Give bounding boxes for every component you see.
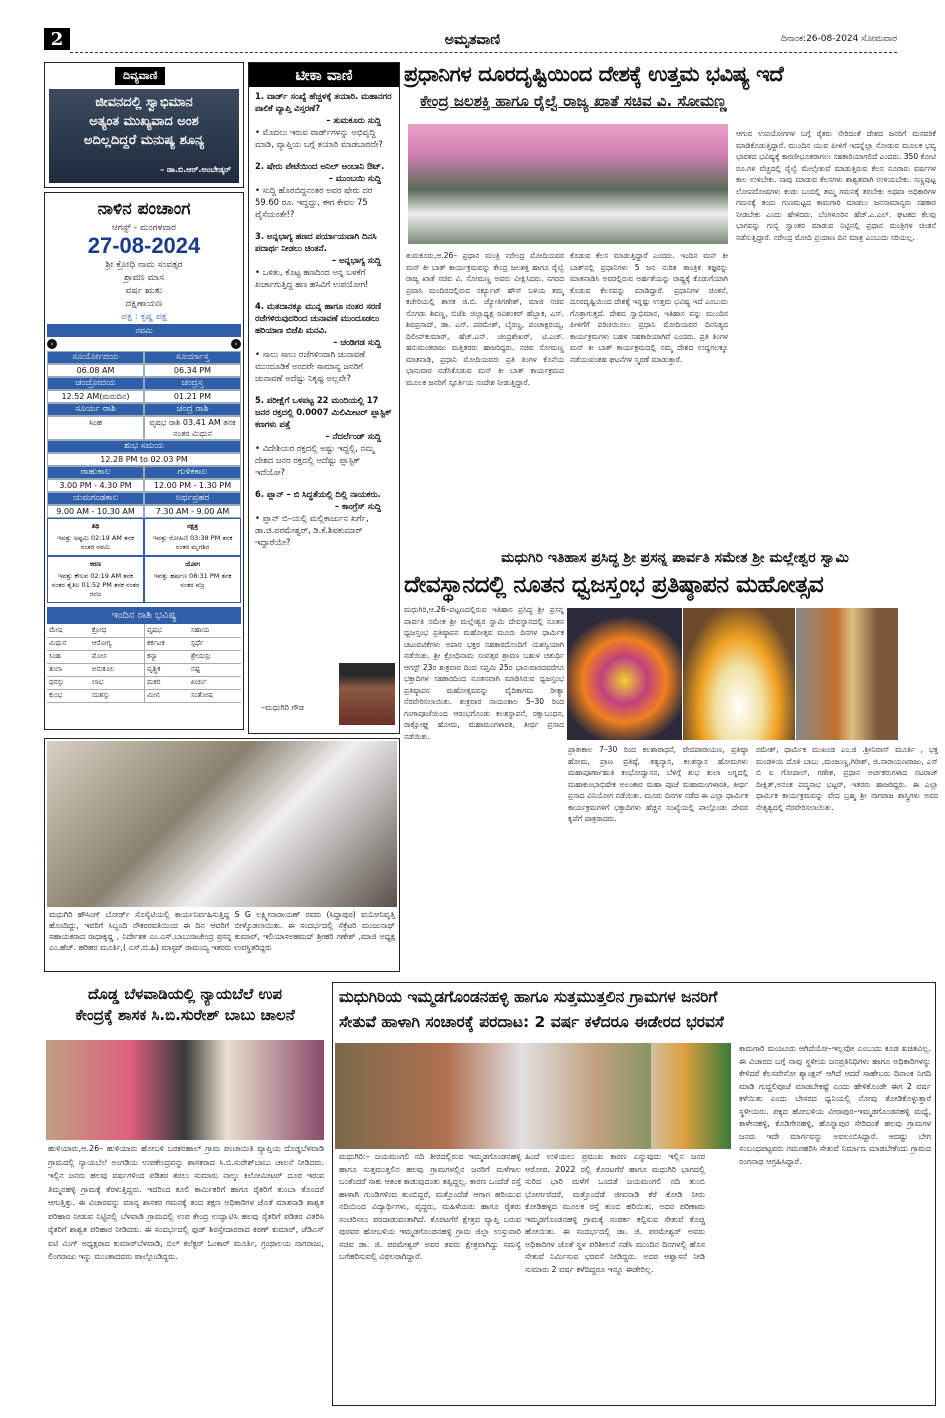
rashi-sign: ಸಿಂಹ — [47, 650, 90, 663]
story3-headline — [44, 984, 326, 1026]
story3-headline-line: ದೊಡ್ಡ ಬೆಳವಾಡಿಯಲ್ಲಿ ನ್ಯಾಯಬೆಲೆ ಉಪ — [88, 985, 282, 1003]
tika-item — [255, 160, 393, 220]
temple-photo-linga — [683, 608, 795, 740]
time-label: ಚಂದ್ರ ರಾಶಿ — [144, 403, 241, 416]
story2-col1: ಮಧುಗಿರಿ,ಆ.26–ಪಟ್ಟಣದಲ್ಲಿರುವ ಇತಿಹಾಸ ಪ್ರಸಿದ್ಧ ಶ್ರೀ ಪ್ರಸನ್ನ ಪಾರ್ವತಿ ಸಮೇತ ಶ್ರೀ ಮಲ್ಲೇಶ್ವರ ಸ್ವಾಮಿ ದೇವಸ್ಥಾನದಲ್ಲಿ ನೂತನ ಧ್ವಜಸ್ತಂಭ ಪ್ರತಿಷ್ಠಾಪನ ಮಹೋತ್ಸವ ಮೂರು ದಿನಗಳ ಧಾರ್ಮಿಕ ಚಟುವಟಿಕೆಗಳು ಅಪಾರ ಭಕ್ತರ ಸಹಕಾರದೊಂದಿಗೆ ಯಶಸ್ವಿಯಾಗಿ ನಡೆಯಿತು. ಶ್ರೀ ಕ್ರೋಧಿನಾಮ ಸಂವತ್ಸರ ಶ್ರಾವಣ ಬಹುಳ ಚತುರ್ಥಿ ಆಗಸ್ಟ್ 23ರ ಶುಕ್ರವಾರ ದಿಂದ ಸಪ್ತಮಿ 25ರ ಭಾನುವಾರದವರೆಗೂ ಭಕ್ತಾದಿಗಳ ಸಹಕಾರದಿಂದ ನೂತನವಾಗಿ ಮಾಡಿಸಿರುವ ಧ್ವಜಸ್ತಂಭ ಪ್ರತಿಷ್ಠಾಪನ ಮಹೋತ್ಸವವನ್ನು ವೈದಿಕಾಗಮ ರೀತ್ಯಾ ನೆರವೇರಿಸಲಾಯಿತು. ಶುಕ್ರವಾರ ಸಾಯಂಕಾಲ 5–30 ರಿಂದ ಗಂಗಾಪೂಜೆಯಿಂದ ಆರಂಭಗೊಂಡು ಕಲಶಸ್ಥಾಪನೆ, ರಕ್ಷಾಬಂಧನ, ರಾಕ್ಷೋಘ್ನ ಹೋಮ, ಮಹಾಮಂಗಳಾರತಿ, ತೀರ್ಥ ಪ್ರಸಾದ ನಡೆಯಿತು. — [404, 605, 564, 741]
tika-author: –ಮಧುಗಿರಿ ಗೌಡ — [261, 703, 304, 712]
tika-source: – ಮುಂಬಯಿ ಸುದ್ದಿ — [328, 173, 381, 183]
tika-source: – ಚಂಡಿಗಡ ಸುದ್ದಿ — [333, 337, 381, 347]
tika-source: – ಕಾಂಗ್ರೆಸ್ ಸುದ್ದಿ — [334, 501, 381, 511]
rashi-prediction: ಕ್ರೋಧ — [90, 624, 145, 637]
detail-value: ಇವತ್ತು ಕೌಲವ 02:19 AM ತನಕ ನಂತರ ತೈತಿಲ 01:52 PM ತನಕ ನಂತರ ಗರಜ — [51, 572, 140, 598]
time-label: ಯಮಗಂಡಕಾಲ — [47, 492, 144, 505]
rashi-prediction: ಯಶಸ್ಸು — [90, 689, 145, 702]
time-value-row — [47, 479, 241, 492]
story1-col3: ಆಗುವ ಉಪಯೋಗಗಳ ಬಗ್ಗೆ ರೈತರು ಸೇರಿದಂತೆ ದೇಶದ ಜನರಿಗೆ ಮನವರಿಕೆ ಮಾಡಿಕೊಡುತ್ತಿದ್ದಾರೆ. ಮುಂದಿನ ಯುವ ಪೀಳಿಗೆ ಇದನ್ನೆಲ್ಲಾ ನೋಡುವ ಮೂಲಕ ಭವ್ಯ ಭಾರತದ ಭವಿಷ್ಯಕ್ಕೆ ಕಾರಣೀಭೂತರಾಗಲು ಸಹಕಾರಿಯಾಗಲಿದೆ ಎಂದರು. 350 ಕೋಟಿ ರೂ.ಗಳ ವೆಚ್ಚದಲ್ಲಿ ರೈಲ್ವೆ ಮೇಲ್ಸೇತುವೆ ಮಾಡುತ್ತಿರುವ ಕೆಲಸ ನೂರಾರು ವರ್ಷಗಳ ಕಾಲ ಉಳಿಬೇಕು. ನಾವು ಮಾಡುವ ಕೆಲಸಗಳು ಶಾಶ್ವತವಾಗಿ ಉಳಿಯಬೇಕು. ಸಣ್ಣಪುಟ್ಟ ಲೋಪದೋಷಗಳು ಕಂಡು ಬಂದಲ್ಲಿ ತಮ್ಮ ಗಮನಕ್ಕೆ ತರಬೇಕು ಅಥವಾ ಅಧಿಕಾರಿಗಳ ಗಮನಕ್ಕೆ ತಂದು ಗುಣಮಟ್ಟದ ಕಾಮಗಾರಿ ಮಾಡಲು ಜನಸಾಮಾನ್ಯರು ಸಹಕಾರ ನೀಡಬೇಕು ಎಂದು ಹೇಳಿದರು. ಬೆಂಗಳೂರಿನ ಹೆಚ್.ಎ.ಎಲ್. ಘಟಕದ ಕೆಲವು ಭಾಗವನ್ನು ಗುಬ್ಬಿ ಸ್ವಾಂತರ ಮಾಡುವ ನಿಟ್ಟಿನಲ್ಲಿ ಪ್ರಧಾನ ಮಂತ್ರಿಗಳ ಚಿಂತನೆ ನಡೆಸುತ್ತಿದ್ದಾರೆ. ನರೇಂದ್ರ ಮೋದಿ ಪ್ರಯಾಣ ದಿನ ಮಾತ್ರ ಎಂಬುದು ಸರಿಯಲ್ಲ. — [736, 129, 936, 242]
rashi-prediction: ಸ್ಪರ್ಧೆ — [189, 637, 241, 650]
time-label: ಅರ್ಧಪ್ರಹರ — [144, 492, 241, 505]
rashi-sign: ಕುಂಭ — [47, 689, 90, 702]
story4-headline-line: ಮಧುಗಿರಿಯ ಇಮ್ಮಡಗೊಂಡನಹಳ್ಳಿ ಹಾಗೂ ಸುತ್ತಮುತ್ತಲಿನ ಗ್ರಾಮಗಳ ಜನರಿಗೆ — [339, 988, 718, 1006]
story4-headline — [339, 985, 931, 1035]
shubha-value: 12.28 PM to 02.03 PM — [47, 453, 241, 466]
tika-item — [255, 90, 393, 150]
detail-cell — [47, 556, 144, 603]
story4-col1: ಮಧುಗಿರಿ:– ಜಯಮಂಗಲಿ ನದಿ ತೀರದಲ್ಲಿರುವ ಇಮ್ಮಡಗೊಂಡನಹಳ್ಳಿ ಹಾಗೂ ಸುತ್ತಮುತ್ತಲಿನ ಹಲವು ಗ್ರಾಮಗಳಲ್ಲಿನ ಜನರಿಗೆ ಮಳೆಗಾಲ ಬಂತೆಂದರೆ ಸಾಕು ಆತಂಕ ಕಾಡುವುದಂತು ತಪ್ಪಿದ್ದಲ್ಲ. ಕಾರಣ ಒಂದೆಡೆ ರಸ್ತೆ ಹಾಳಾಗಿ ಗುಂಡಿಗಳಿಂದ ತುಂಬಿದ್ದರೆ, ಮತ್ತೊಂದೆಡೆ ಆಗಾಗ ಹರಿಯುವ ನದಿಯಿಂದ ವಿದ್ಯಾರ್ಥಿಗಳು, ವೃದ್ಧರು, ಮಹಿಳೆಯರು ಹಾಗೂ ರೈತರು ಸಂಚರಿಸಲು ಪರದಾಡುವಂತಾಗಿದೆ. ಕೊರಟಗೆರೆ ಕ್ಷೇತ್ರದ ವ್ಯಾಪ್ತಿ ಬರುವ ಪುರವರ ಹೋಬಳಿಯ ಇಮ್ಮಡಗೊಂಡನಹಳ್ಳಿ ಗ್ರಾಮ ಜಿಲ್ಲಾ ಉಸ್ತುವಾರಿ ಸಚಿವ ಡಾ. ಜಿ. ಪರಮೇಶ್ವರ್ ಅವರ ತವರು ಕ್ಷೇತ್ರವಾಗಿದ್ದು ಸಮಸ್ಯೆ ಬಗೆಹರಿಸುವಲ್ಲಿ ವಿಫಲರಾಗಿದ್ದಾರೆ. — [339, 1152, 521, 1261]
detail-cell — [47, 518, 144, 556]
tithi-bar: ನವಮಿ — [47, 324, 241, 337]
detail-label: ಕರಣ — [90, 560, 101, 568]
time-value: ವೃಷಭ ರಾಶಿ 03.41 AM ತನಕ ನಂತರ ಮಿಥುನ — [144, 416, 241, 440]
tika-comment: • ಒಳಿತು, ಕೊಟ್ಟ ಹಣದಿಂದ ಅನ್ನ ಬಳಕೆಗೆ ಖರ್ಚಾಗುತ್ತಿದ್ದ ಹಣ ಹಸಿವಿಗೆ ಉಪಯೋಗ! — [255, 267, 369, 289]
temple-photo-dhwajasthambha — [796, 608, 898, 740]
rashi-sign: ಮೀನ — [145, 689, 189, 702]
panchanga-line: ಪಕ್ಷ : ಕೃಷ್ಣ ಪಕ್ಷ — [121, 312, 167, 322]
page-number: 2 — [50, 28, 64, 50]
tika-item — [255, 230, 393, 290]
detail-label: ತಿಥಿ — [91, 522, 100, 530]
panchanga-box — [44, 192, 244, 730]
time-label: ರಾಹುಕಾಲ — [47, 466, 144, 479]
time-value: 01.21 PM — [144, 390, 241, 403]
story2-col2: ಪ್ರಾತಃಕಾಲ 7–30 ರಿಂದ ಕಲಶಾರಾಧನೆ, ವೇದಪಾರಾಯಣ, ಪ್ರತಿಷ್ಠಾ ಹೋಮ, ಪ್ರಾಣ ಪ್ರತಿಷ್ಠೆ, ತತ್ವನ್ಯಾಸ, ಕಲಶನ್ಯಾಸ ಹೋಮಗಳು ಮಹಾಪೂರ್ಣಾಹುತಿ ಕಂಭೋದ್ವಾಸನ, ಬೆಳಿಗ್ಗೆ ಶುಭ ತುಲಾ ಲಗ್ನದಲ್ಲಿ ಮಹಾಕುಂಭಾಭಿಷೇಕ ಅಲಂಕಾರ ಮಹಾ ಪೂಜೆ ಮಹಾಮಂಗಳಾರತಿ, ತೀರ್ಥ ಪ್ರಸಾದ ವಿನಿಯೋಗ ನಡೆಯಿತು. ಮೂರು ದಿನಗಳ ನಡೆದ ಈ ಎಲ್ಲಾ ಧಾರ್ಮಿಕ ಕಾರ್ಯಕ್ರಮಗಳಿಗೆ ಭಕ್ತಾದಿಗಳು ಹೆಚ್ಚಿನ ಸಂಖ್ಯೆಯಲ್ಲಿ ಪಾಲ್ಗೊಂಡು ದೇವರ ಕೃಪೆಗೆ ಪಾತ್ರರಾದರು. — [568, 745, 748, 823]
story2-col3: ರಮೇಶ್, ಧಾರ್ಮಿಕ ಮುಖಂಡ ಎಂ.ಜಿ .ಶ್ರೀನಿವಾಸ್ ಮೂರ್ತಿ , ಭಕ್ತ ಮಂಡಳಿಯ ದೊಳಿ ಬಾಬು ,ಮಂಜುಣ್ಣ,ಗಿರೀಶ್, ಜಿ.ನಾರಾಯಣರಾಜು, ಎಸ್ ಬಿ ಐ ಗೋಪಾಲ್, ಗಣೇಶ, ಪ್ರಧಾನ ಅರ್ಚಕರುಗಳಾದ ನಟರಾಜ್ ದೀಕ್ಷಿತ್,ಅನಂತ ಪದ್ಮನಾಭ ಭಟ್ಟರ್, ಇತರರು ಹಾಜರಿದ್ದರು. ಈ ಎಲ್ಲಾ ಧಾರ್ಮಿಕ ಕಾರ್ಯಕ್ರಮವನ್ನು ವೇದ ಬ್ರಹ್ಮ ಶ್ರೀ ನಾಗರಾಜ ಶಾಸ್ತ್ರಿಗಳು ಅವರ ನೇತೃತ್ವದಲ್ಲಿ ನೆರವೇರಿಸಲಾಯಿತು. — [756, 745, 938, 812]
header-divider — [70, 52, 897, 53]
story1-subhead: ಕೇಂದ್ರ ಜಲಶಕ್ತಿ ಹಾಗೂ ರೈಲ್ವೆ ರಾಜ್ಯ ಖಾತೆ ಸಚಿವ ವಿ. ಸೋಮಣ್ಣ — [420, 92, 727, 110]
rashi-prediction: ಶ್ರೇಯಸ್ಸು — [189, 650, 241, 663]
date-line: ದಿನಾಂಕ:26-08-2024 ಸೋಮವಾರ — [781, 34, 897, 44]
time-value: 9.00 AM - 10.30 AM — [47, 505, 144, 518]
story4-box — [332, 982, 936, 1406]
tika-question: 6. ಪ್ಲಾನ್ – ಬಿ ಸಿದ್ಧತೆಯಲ್ಲಿ ದಿಲ್ಲಿ ನಾಯಕರು. — [255, 489, 381, 499]
next-arrow-icon[interactable]: › — [231, 339, 241, 349]
rashi-row — [47, 637, 241, 650]
detail-label: ನಕ್ಷತ್ರ — [187, 522, 198, 530]
time-label: ಗುಳಿಕಕಾಲ — [144, 466, 241, 479]
retirement-story-box — [44, 738, 400, 972]
time-label: ಚಂದ್ರೋದಯ — [47, 377, 144, 390]
rashi-prediction: ನಷ್ಟ — [189, 663, 241, 676]
time-label: ಸೂರ್ಯೋದಯ — [47, 351, 144, 364]
panchanga-line: ವರ್ಷ ಋತು — [125, 286, 163, 296]
detail-cell — [144, 556, 241, 603]
time-value: 3.00 PM - 4.30 PM — [47, 479, 144, 492]
tika-comment: • ವಿದೇಶಿಯರ ರಕ್ತದಲ್ಲಿ ಅಷ್ಟು ಇದ್ದಲ್ಲಿ, ನಮ್ಮ ದೇಶದ ಜನರ ರಕ್ತದಲ್ಲಿ ಅದೆಷ್ಟು ಪ್ಲಾಸ್ಟಿಕ್ ಇದೆಯೋ? — [255, 443, 375, 477]
story4-headline-line: ಸೇತುವೆ ಹಾಳಾಗಿ ಸಂಚಾರಕ್ಕೆ ಪರದಾಟ: 2 ವರ್ಷ ಕಳೆದರೂ ಈಡೇರದ ಭರವಸೆ — [339, 1013, 724, 1031]
tika-question: 5. ಪರೀಕ್ಷೆಗೆ ಒಳಪಟ್ಟ 22 ಮಂದಿಯಲ್ಲಿ 17 ಜನರ ರಕ್ತದಲ್ಲಿ 0.0007 ಮಿಲಿಮೀಟರ್ ಪ್ಲಾಸ್ಟಿಕ್ ಕಣಗಳು ಪತ್ತೆ — [255, 395, 392, 429]
retirement-caption: ಮಧುಗಿರಿ ಹೌಸಿಂಗ್ ಬೋರ್ಡ್ ಸೊಸೈಟಿಯಲ್ಲಿ ಕಾರ್ಯನಿರ್ವಹಿಸುತ್ತಿದ್ದ S G ಲಕ್ಷ್ಮೀನಾರಾಯಣ್ ರವರು (ಸಿದ್ದಾಪುರ) ವಯೋನಿವೃತ್ತಿ ಹೊಂದಿದ್ದು, ಇವರಿಗೆ ಸಿಬ್ಬಂದಿ ನೌಕರರವತಿಯಿಂದ ಈ ದಿನ ಆವರಿಗೆ ಬೀಳ್ಕೊಡಲಾಯಿತು. ಈ ಸಂದರ್ಭದಲ್ಲಿ ಸೆಕ್ರೆಟರಿ ಮಂಜುನಾಥ್ ಸಹಾಯಕರಾದ ರಾಧಾಕೃಷ್ಣ , ನಿರ್ದೇಶಕ ಎಂ.ಎಸ್.ಬಾಬುರಾಜೇಂದ್ರ ಪ್ರಸನ್ನ ಕುಮಾರ್, ಇಲಿಯಾಸಅಹಮದ್ ಶ್ರೀಹರಿ ಗಣೇಶ್ ,ಮಾಜಿ ಅಧ್ಯಕ್ಷ ಎಂ.ಹೆಚ್. ಹರಿಹರ ಮೂರ್ತಿ,( ಎಸ್.ಬಿ.ಹಿ) ಮಾಸ್ಟರ್ ರಾಮಯ್ಯ ಇತರರು ಉಪಸ್ಥಿತರಿದ್ದರು — [49, 910, 395, 952]
rashi-sign: ಮೇಷ — [47, 624, 90, 637]
divyavani-quote — [49, 89, 239, 183]
rashi-prediction: ಆರೋಗ್ಯ — [90, 637, 145, 650]
rashi-sign: ವೃಶ್ಚಿಕ — [145, 663, 189, 676]
story1-photo — [408, 124, 728, 244]
story3-photo — [46, 1040, 324, 1140]
tika-question: 4. ಮತದಾನಕ್ಕೂ ಮುನ್ನ ಹಾಗೂ ನಂತರ ಸರಣಿ ರಜೆಗಳಿರುವುದರಿಂದ ಚುನಾವಣೆ ಮುಂದೂಡಲು ಹರಿಯಾಣ ಬಿಜೆಪಿ ಮನವಿ. — [255, 301, 382, 335]
tika-comment: • ಮೊದಲು ಇರುವ ವಾರ್ಡ್‌ಗಳನ್ನು ಅಭಿವೃದ್ಧಿ ಮಾಡಿ, ವ್ಯಾಪ್ತಿಯ ಬಗ್ಗೆ ತಯಾರಿ ಮಾಡಬಾರದೇ? — [255, 127, 383, 149]
story1-headline: ಪ್ರಧಾನಿಗಳ ದೂರದೃಷ್ಟಿಯಿಂದ ದೇಶಕ್ಕೆ ಉತ್ತಮ ಭವಿಷ್ಯ ಇದೆ — [404, 62, 784, 86]
time-value: 06.08 AM — [47, 364, 144, 377]
time-value: 7.30 AM - 9.00 AM — [144, 505, 241, 518]
tika-source: – ನೆದರ್ಲೆಂಡ್ ಸುದ್ದಿ — [325, 431, 381, 441]
time-label: ಚಂದ್ರಸ್ತ — [144, 377, 241, 390]
retirement-photo — [47, 741, 397, 907]
tika-vani-items — [249, 87, 399, 561]
quote-line: ಅದಿಲ್ಲದಿದ್ದರೆ ಮನುಷ್ಯ ಶೂನ್ಯ — [83, 133, 205, 148]
tika-comment: • ಸುದ್ದಿ ಹೊರಬಿದ್ದನಂತರ ಅವರ ಷೇರು ದರ 59.60 ರೂ. ಇದ್ದದ್ದು, ಈಗ ಕೇವಲ 75 ಪೈಸೆಯಂತೇ!? — [255, 185, 373, 219]
time-value-row — [47, 505, 241, 518]
time-value: 12.00 PM - 1.30 PM — [144, 479, 241, 492]
tika-question: 3. ಅನ್ನಭಾಗ್ಯ ಹಣದ ಪರ್ಯಾಯವಾಗಿ ದಿನಸಿ ಪದಾರ್ಥ ನೀಡಲು ಚಿಂತನೆ. — [255, 231, 377, 253]
rashi-sign: ಕನ್ಯಾ — [145, 650, 189, 663]
rashi-sign: ಧನಸ್ಸು — [47, 676, 90, 689]
panchanga-title: ನಾಳಿನ ಪಂಚಾಂಗ — [97, 199, 191, 219]
tika-item — [255, 394, 393, 478]
time-value: 12.52 AM(ಮರುದಿನ) — [47, 390, 144, 403]
rashi-prediction: ಮೋಸ — [90, 650, 145, 663]
detail-value: ಇವತ್ತು ರೋಹಿಣಿ 03:38 PM ತನಕ ನಂತರ ಮೃಗಶಿರ — [152, 534, 233, 551]
rashi-row — [47, 689, 241, 702]
quote-author: – ಡಾ.ಬಿ.ಆರ್.ಅಂಬೇಡ್ಕರ್ — [160, 165, 231, 174]
divyavani-box — [44, 62, 244, 188]
detail-value: ಇವತ್ತು ಹರ್ಷಣ 08:31 PM ತನಕ ನಂತರ ವಜ್ರ — [153, 572, 232, 589]
author-photo — [339, 663, 395, 725]
tika-comment: • ಪ್ಲಾನ್ ಬಿ–ಯಲ್ಲಿ ಮಲ್ಲಿಕಾರ್ಜುನ ಖರ್ಗೆ, ಡಾ.ಜಿ.ಪರಮೇಶ್ವರ್, ಡಿ.ಕೆ.ಶಿವಕುಮಾರ್ ಇದ್ದಾರೆಯೇ? — [255, 513, 369, 547]
tika-item — [255, 488, 393, 548]
rashi-sign: ವೃಷಭ — [145, 624, 189, 637]
time-header-row — [47, 492, 241, 505]
detail-label: ಯೋಗ — [185, 560, 200, 568]
time-header-row — [47, 403, 241, 416]
panchanga-line: ದಕ್ಷಿಣಾಯಣ — [125, 299, 163, 309]
time-value: 06.34 PM — [144, 364, 241, 377]
panchanga-line: ಶ್ರೀ ಕ್ರೋಧಿ ನಾಮ ಸಂವತ್ಸರ — [105, 260, 183, 270]
tika-question: 1. ವಾರ್ಡ್ ಸಂಖ್ಯೆ ಹೆಚ್ಚಳಕ್ಕೆ ತಯಾರಿ. ಮಹಾನಗರ ಪಾಲಿಕೆ ವ್ಯಾಪ್ತಿ ವಿಸ್ತರಣೆ? — [255, 91, 392, 113]
tika-vani-box — [248, 62, 400, 734]
story2-headline: ದೇವಸ್ಥಾನದಲ್ಲಿ ನೂತನ ಧ್ವಜಸ್ತಂಭ ಪ್ರತಿಷ್ಠಾಪನ ಮಹೋತ್ಸವ — [404, 572, 824, 598]
carousel-nav — [47, 337, 241, 351]
panchanga-line: ಶ್ರಾವಣ ಮಾಸ — [123, 273, 165, 283]
villagers-photo — [651, 1043, 731, 1149]
rashi-sign: ಮಿಥುನ — [47, 637, 90, 650]
panchanga-details — [47, 518, 241, 603]
rashi-prediction: ಖರ್ಚು — [189, 676, 241, 689]
rashi-row — [47, 663, 241, 676]
panchanga-date: 27-08-2024 — [87, 233, 201, 258]
rashi-row — [47, 624, 241, 637]
quote-line: ಅತ್ಯಂತ ಮುಖ್ಯವಾದ ಅಂಶ — [89, 114, 199, 129]
rashi-table — [47, 624, 241, 703]
rashi-prediction: ಸಂತೋಷ — [189, 689, 241, 702]
time-header-row — [47, 377, 241, 390]
story1-col1: ತುಮಕೂರು,ಆ.26– ಪ್ರಧಾನ ಮಂತ್ರಿ ನರೇಂದ್ರ ಮೋದಿಯವರ ಮನ್ ಕೀ ಬಾತ್ ಕಾರ್ಯಕ್ರಮವನ್ನು ಕೇಂದ್ರ ಜಲಶಕ್ತಿ ಹಾಗೂ ರೈಲ್ವೆ ರಾಜ್ಯ ಖಾತೆ ಸಚಿವ ವಿ. ಸೋಮಣ್ಣ ಅವರು ವೀಕ್ಷಿಸಿದರು. ನಗರದ ಪ್ರವಾಸಿ ಮಂದಿರದಲ್ಲಿರುವ ಸರ್ಕ್ಯೂಟ್ ಹೌಸ್ ಬಳಿಯ ತಮ್ಮ ಕಚೇರಿಯಲ್ಲಿ ಶಾಸಕ ಜಿ.ಬಿ. ಜ್ಯೋತಿಗಣೇಶ್, ಮಾಜಿ ಸಚಿವ ಸೊಗಡು ಶಿವಣ್ಣ, ಬಿಜೆಪಿ ಜಿಲ್ಲಾಧ್ಯಕ್ಷ ರವಿಶಂಕರ್ ಹೆಬ್ಬಾಕ, ಎಸ್. ಶಿವಪ್ರಸಾದ್, ಡಾ. ಎಸ್. ಪರಮೇಶ್, ಬೈರಣ್ಣ, ಪಂಚಾಕ್ಷರಯ್ಯ, ದಿಲೀಪ್‌ಕುಮಾರ್, ಹೆಚ್.ಎನ್. ಚಂದ್ರಶೇಖರ್, ಟಿ.ಎಚ್. ಹನುಮಂತರಾಜು ಮತ್ತಿತರರು ಹಾಜರಿದ್ದರು. ಸಚಿವ ಸೋಮಣ್ಣ ಮಾತನಾಡಿ, ಪ್ರಧಾನಿ ಮೋದಿಯವರು ಪ್ರತಿ ತಿಂಗಳ ಕೊನೆಯ ಭಾನುವಾರ ನಡೆಸಿಕೊಡುವ ಮನ್ ಕೀ ಬಾತ್ ಕಾರ್ಯಕ್ರಮದ ಮೂಲಕ ಜನರಿಗೆ ಸ್ಪೂರ್ತಿಯ ಸಂದೇಶ ನೀಡುತ್ತಿದ್ದಾರೆ. — [406, 251, 564, 387]
story4-col3: ಕಾಮಗಾರಿ ಮಂಜೂರು ಆಗಿದೆಯೋ–ಇಲ್ಲವೋ ಎಂಬುದು ಕೂಡ ಖಚಿತವಿಲ್ಲ. ಈ ವಿಚಾರದ ಬಗ್ಗೆ ನಾವು ಸ್ಥಳೀಯ ಜನಪ್ರತಿನಿಧಿಗಳು ಹಾಗೂ ಅಧಿಕಾರಿಗಳನ್ನು ಕೇಳಿದರೆ ಕೆಲಸವೇನೋ ಶ್ಯಾಂಕ್ಷನ್ ಆಗಿದೆ ಆದರೆ ಸಾಹೇಬರು ದಿನಾಂಕ ನಿಗದಿ ಮಾಡಿ ಗುದ್ದಲಿಪೂಜೆ ಮಾಡಬೇಕಷ್ಟೆ ಎಂದು ಹೇಳಿಕೊಂಡೇ ಈಗ 2 ವರ್ಷ ಕಳೆಯಿತು ಎಂದು ಬೇಸರದ ಧ್ವನಿಯಲ್ಲಿ ನೋವು ತೋಡಿಕೊಳ್ಳುತ್ತಾರೆ ಸ್ಥಳೀಯರು. ಪಕ್ಕದ ಹೋಬಳಿಯ ವೀರಾಪುರ–ಇಮ್ಮಡಗೊಂಡನಹಳ್ಳಿ ಮಧ್ಯೆ, ಕಾಳೇನಹಳ್ಳಿ, ಕೊಡಿಗೇನಹಳ್ಳಿ, ಹೊನ್ನಾಪುರ ಸೇರಿದಂತೆ ಹಲವು ಗ್ರಾಮಗಳ ಜನರು ಇದೇ ಮಾರ್ಗವನ್ನು ಅವಲಂಬಿಸಿದ್ದಾರೆ. ಆದಷ್ಟು ಬೇಗ ಸಂಬಂಧಪಟ್ಟವರು ಗಮನಹರಿಸಿ ಸೇತುವೆ ನಿರ್ಮಾಣ ಮಾಡಬೇಕೆಂದು ಗ್ರಾಮದ ರಂಗನಾಥ ಆಗ್ರಹಿಸಿದ್ದಾರೆ. — [739, 1044, 931, 1166]
prev-arrow-icon[interactable]: ‹ — [47, 339, 57, 349]
time-value-row — [47, 416, 241, 440]
panchanga-subtitle: ಆಗಸ್ಟ್ - ಮಂಗಳವಾರ — [111, 223, 177, 233]
panchanga-kala — [47, 466, 241, 518]
rashi-sign: ತುಲಾ — [47, 663, 90, 676]
time-value-row — [47, 390, 241, 403]
rashi-sign: ಕರ್ಕಟಕ — [145, 637, 189, 650]
tika-vani-title: ಟೀಕಾ ವಾಣಿ — [249, 63, 399, 87]
story2-kicker: ಮಧುಗಿರಿ ಇತಿಹಾಸ ಪ್ರಸಿದ್ಧ ಶ್ರೀ ಪ್ರಸನ್ನ ಪಾರ್ವತಿ ಸಮೇತ ಶ್ರೀ ಮಲ್ಲೇಶ್ವರ ಸ್ವಾಮಿ — [501, 550, 849, 566]
temple-photo-deity — [567, 608, 682, 740]
tika-source: – ತುಮಕೂರು ಸುದ್ದಿ — [326, 115, 381, 125]
newspaper-name: ಅಮೃತವಾಣಿ — [444, 32, 501, 48]
rashi-prediction: ಲಾಭ — [90, 676, 145, 689]
rashi-row — [47, 676, 241, 689]
time-value: ಸಿಂಹ — [47, 416, 144, 440]
detail-cell — [144, 518, 241, 556]
rashi-prediction: ಸಹಾಯ — [189, 624, 241, 637]
story4-col2: ಹಿಂದೆ ಉಳಿಯಲು ಪ್ರಮುಖ ಕಾರಣ ಎನ್ನುವುದು ಇಲ್ಲಿನ ಜನರ ಆರೋಪ. 2022 ರಲ್ಲಿ ಕೊರಟಗೆರೆ ಹಾಗೂ ಮಧುಗಿರಿ ಭಾಗದಲ್ಲಿ ಸುರಿದ ಭಾರಿ ಮಳೆಗೆ ಒಂದಡೆ ಜಯಮಂಗಲಿ ನದಿ ತುಂಬಿ ಭೋರ್ಗರೆದರೆ, ಮತ್ತೊಂದೆಡೆ ಜೀವನಾಡಿ ಕೆರೆ ಕೋಡಿ ನೀರು ಕೋಡಿಹಳ್ಳದ ಮೂಲಕ ರಸ್ತೆ ತುಂಬಿ ಹರಿಯಿತು. ಅದರ ಪರಿಣಾಮ ಇಮ್ಮಡಗೊಂಡನಹಳ್ಳಿ ಗ್ರಾಮಕ್ಕೆ ಸಂಪರ್ಕ ಕಲ್ಪಿಸುವ ಸೇತುವೆ ಕೊಚ್ಚಿ ಹೋಯಿತು. ಈ ಸಂದರ್ಭದಲ್ಲಿ ಡಾ. ಜಿ. ಪರಮೇಶ್ವರ್ ಅವರು ಅಧಿಕಾರಿಗಳ ಜೊತೆ ಸ್ಥಳ ಪರಿಶೀಲನೆ ನಡೆಸಿ ಮುಂದಿನ ದಿನಗಳಲ್ಲಿ ಹೊಸ ಸೇತುವೆ ನಿರ್ಮಿಸುವ ಭರವಸೆ ನೀಡಿದ್ದರು. ಅದರ ಆಶ್ವಾಸನೆ ನೀಡಿ ಸುಮಾರು 2 ವರ್ಷ ಕಳೆದಿದ್ದರೂ ಇನ್ನೂ ಈಡೇರಿಲ್ಲ. — [525, 1152, 705, 1274]
panchanga-times — [47, 351, 241, 440]
story3-body: ಹುಳಿಯಾರು,ಆ.26– ಹುಳಿಯಾರು ಹೋಬಳಿ ಬರಕನಹಾಲ್ ಗ್ರಾಮ ಪಂಚಾಯಿತಿ ವ್ಯಾಪ್ತಿಯ ದೊಡ್ಡಬೆಳವಾಡಿ ಗ್ರಾಮದಲ್ಲಿ ನ್ಯಾಯಬೆಲೆ ಅಂಗಡಿಯ ಉಪಕೇಂದ್ರವನ್ನು ಶಾಸಕರಾದ ಸಿ.ಬಿ.ಸುರೇಶ್‌ಬಾಬು ಚಾಲನೆ ನೀಡಿದರು. ಇಲ್ಲಿನ ಜನರು ಹಲವು ವರ್ಷಗಳಿಂದ ಪಡಿತರ ತರಲು ಸುಮಾರು ನಾಲ್ಕು ಕಿಲೋಮೀಟರ್ ದೂರ ಇರುವ ತಿಮ್ಮನಹಳ್ಳಿ ಗ್ರಾಮಕ್ಕೆ ತೆರಳುತ್ತಿದ್ದರು. ಇದರಿಂದ ಕೂಲಿ ಕಾರ್ಮಿಕರಿಗೆ ಹಾಗೂ ರೈತರಿಗೆ ತುಂಬಾ ತೊಂದರೆ ಆಗುತ್ತಿತ್ತು. ಈ ವಿಚಾರವನ್ನು ಮಾನ್ಯ ಶಾಸಕರ ಗಮನಕ್ಕೆ ತಂದ ತಕ್ಷಣ ಅಧಿಕಾರಿಗಳ ಜೊತೆ ಮಾತನಾಡಿ ಶಾಶ್ವತ ಪರಿಹಾರ ನೀಡುವ ನಿಟ್ಟಿನಲ್ಲಿ ಬೆಳವಾಡಿ ಗ್ರಾಮದಲ್ಲಿ ಉಪ ಕೇಂದ್ರ ಉದ್ಘಾಟಿಸಿ ಹಲವು ರೈತರಿಗೆ ಪಡಿತರ ವಿತರಿಸಿ ರೈತರಿಗೆ ಶಾಶ್ವತ ಪರಿಹಾರ ನೀಡಿದರು. ಈ ಸಂದರ್ಭದಲ್ಲಿ ಫುಡ್ ಶಿರಸ್ತೇದಾರರಾದ ಕಿರಣ್ ಕುಮಾರ್, ಜೆಡಿಎಸ್ ಐಟಿ ವಿಂಗ್ ಅಧ್ಯಕ್ಷರಾದ ಕುಮಾರ್‌ಬೆಳವಾಡಿ, ಬಿಲ್ ಕಲೆಕ್ಟರ್ ಓಂಕಾರ್ ಮೂರ್ತಿ, ಗ್ರಂಥಾಲಯ ನಾಗರಾಜು, ಲಿಂಗರಾಜು ಇನ್ನು ಮುಂತಾದವರು ಪಾಲ್ಗೊಂಡಿದ್ದರು. — [48, 1144, 324, 1261]
time-header-row — [47, 466, 241, 479]
rashi-prediction: ಅನುಕೂಲ — [90, 663, 145, 676]
tika-source: – ಅನ್ನಭಾಗ್ಯ ಸುದ್ದಿ — [332, 255, 381, 265]
story1-col2: ಕೊಡುವ ಕೆಲಸ ಮಾಡುತ್ತಿದ್ದಾರೆ ಎಂದರು. ಇಂದಿನ ಮನ್ ಕೀ ಬಾತ್‌ನಲ್ಲಿ ಪ್ರಧಾನಿಗಳು 5 ಜನ ನುರಿತ ತಾಂತ್ರಿಕ ತಜ್ಞರನ್ನು ಮಾತನಾಡಿಸಿ ಅವರಲ್ಲಿರುವ ಅರ್ಹತೆಯನ್ನು ರಾಷ್ಟ್ರಕ್ಕೆ ಕೊಡುಗೆಯಾಗಿ ಕೊಡುವ ಕೆಲಸವನ್ನು ಮಾಡಿದ್ದಾರೆ. ಪ್ರಧಾನಿಗಳ ಚಿಂತನೆ, ದೂರದೃಷ್ಟಿಯಿಂದ ದೇಶಕ್ಕೆ ಇನ್ನಷ್ಟು ಉತ್ತಮ ಭವಿಷ್ಯ ಇದೆ ಎಂಬುದು ಗೊತ್ತಾಗುತ್ತದೆ. ದೇಶದ ಸ್ವಾಭಿಮಾನ, ಇತಿಹಾಸ ವನ್ನು ಮುಂದಿನ ಪೀಳಿಗೆಗೆ ಪರಿಚಯಿಸಲು ಪ್ರಧಾನಿ ಮೋದಿಯವರ ದಿನನಿತ್ಯದ ಕಾರ್ಯಕ್ರಮಗಳು ಬಹಳ ಸಹಕಾರಿಯಾಗಿವೆ ಎಂದರು. ಪ್ರತಿ ತಿಂಗಳ ಮನ್ ಕೀ ಬಾತ್ ಕಾರ್ಯಕ್ರಮದಲ್ಲಿ ನಮ್ಮ ದೇಶದ ಉದ್ದಗಲಕ್ಕೂ ನಡೆಯುವಂತಹ ಘಟನೆಗಳ ಸ್ಮರಣೆ ಮಾಡುತ್ತಾರೆ. — [570, 251, 728, 364]
rashi-sign: ಮಕರ — [145, 676, 189, 689]
rashi-row — [47, 650, 241, 663]
time-header-row — [47, 351, 241, 364]
detail-value: ಇವತ್ತು ಅಷ್ಟಮಿ 02:19 AM ತನಕ ನಂತರ ನವಮಿ — [57, 534, 134, 551]
shubha-label: ಶುಭ ಸಮಯ — [47, 440, 241, 453]
tika-question: 2. ಷೇರು ಪೇಟೆಯಿಂದ ಅನಿಲ್ ಅಂಬಾನಿ ಔಟ್. — [255, 161, 385, 171]
story3-headline-line: ಕೇಂದ್ರಕ್ಕೆ ಶಾಸಕ ಸಿ.ಬಿ.ಸುರೇಶ್ ಬಾಬು ಚಾಲನೆ — [75, 1006, 295, 1024]
time-label: ಸೂರ್ಯಾಸ್ತ — [144, 351, 241, 364]
tika-item — [255, 300, 393, 384]
tika-comment: • ಸಾಲು ಸಾಲು ರಜೆಗಳಿಂದಾಗಿ ಚುನಾವಣೆ ಮುಂದೂಡಿಕೆ ಅಂದರೇ ಸಾಮಾನ್ಯ ಜನರಿಗೆ ಚುನಾವಣೆ ಅದೆಷ್ಟು ನಿಕೃಷ್ಟ ಅಲ್ಲವೇ? — [255, 349, 366, 383]
quote-line: ಜೀವನದಲ್ಲಿ ಸ್ವಾಭಿಮಾನ — [95, 95, 193, 110]
time-label: ಸೂರ್ಯ ರಾಶಿ — [47, 403, 144, 416]
rashi-title: ಇಂದಿನ ರಾಶಿ ಭವಿಷ್ಯ — [47, 607, 241, 624]
time-value-row — [47, 364, 241, 377]
divyavani-tag: ದಿವ್ಯವಾಣಿ — [115, 67, 165, 85]
